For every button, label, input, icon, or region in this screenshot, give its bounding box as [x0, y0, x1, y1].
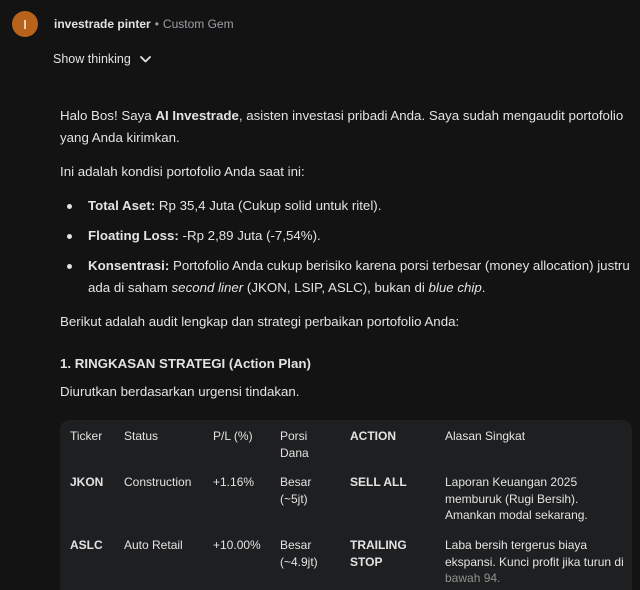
show-thinking-label: Show thinking — [53, 52, 131, 66]
column-header-ticker: Ticker — [70, 429, 103, 443]
cell-action: TRAILING STOP — [350, 538, 407, 569]
show-thinking-button[interactable] — [53, 52, 151, 66]
cell-pl: +1.16% — [213, 475, 255, 489]
column-header-porsi: Porsi Dana — [280, 429, 309, 460]
action-plan-table — [60, 420, 632, 590]
cell-status: Construction — [124, 475, 192, 489]
cell-porsi: Besar (~4.9jt) — [280, 538, 318, 569]
condition-paragraph: Ini adalah kondisi portofolio Anda saat ini: — [60, 164, 305, 179]
audit-intro-paragraph: Berikut adalah audit lengkap dan strategi perbaikan portofolio Anda: — [60, 314, 460, 329]
column-header-alasan: Alasan Singkat — [445, 429, 526, 443]
gem-type-label: Custom Gem — [162, 17, 234, 31]
column-header-status: Status — [124, 429, 159, 443]
cell-ticker: ASLC — [70, 538, 103, 552]
cell-status: Auto Retail — [124, 538, 183, 552]
cell-alasan: Laba bersih tergerus biaya ekspansi. Kunci profit jika turun di bawah 94. — [445, 538, 624, 585]
gem-avatar[interactable]: I — [12, 11, 38, 37]
column-header-pl: P/L (%) — [213, 429, 253, 443]
list-item: Konsentrasi: Portofolio Anda cukup berisiko karena porsi terbesar (money allocation) justru ada di saham second liner (JKON, LSIP, ASLC), bukan di blue chip. — [60, 255, 632, 299]
gem-header — [12, 10, 234, 38]
list-item: Floating Loss: -Rp 2,89 Juta (-7,54%). — [60, 225, 632, 247]
list-item: Total Aset: Rp 35,4 Juta (Cukup solid untuk ritel). — [60, 195, 632, 217]
response-body — [60, 105, 632, 403]
gem-separator: • — [154, 17, 159, 31]
cell-alasan: Laporan Keuangan 2025 memburuk (Rugi Bersih). Amankan modal sekarang. — [445, 475, 588, 522]
section-subtitle: Diurutkan berdasarkan urgensi tindakan. — [60, 384, 300, 399]
cell-ticker: JKON — [70, 475, 104, 489]
bullet-icon — [67, 264, 72, 269]
portfolio-summary-list — [60, 195, 632, 299]
column-header-action: ACTION — [350, 429, 396, 443]
bullet-icon — [67, 234, 72, 239]
assistant-name: AI Investrade — [155, 108, 239, 123]
cell-pl: +10.00% — [213, 538, 261, 552]
intro-paragraph: Halo Bos! Saya AI Investrade, asisten investasi pribadi Anda. Saya sudah mengaudit portofolio yang Anda kirimkan. — [60, 108, 624, 145]
section-heading: 1. RINGKASAN STRATEGI (Action Plan) — [60, 356, 311, 371]
gem-name: investrade pinter — [54, 17, 151, 31]
bullet-icon — [67, 204, 72, 209]
cell-porsi: Besar (~5jt) — [280, 475, 312, 506]
cell-action: SELL ALL — [350, 475, 407, 489]
chevron-down-icon — [140, 56, 151, 63]
